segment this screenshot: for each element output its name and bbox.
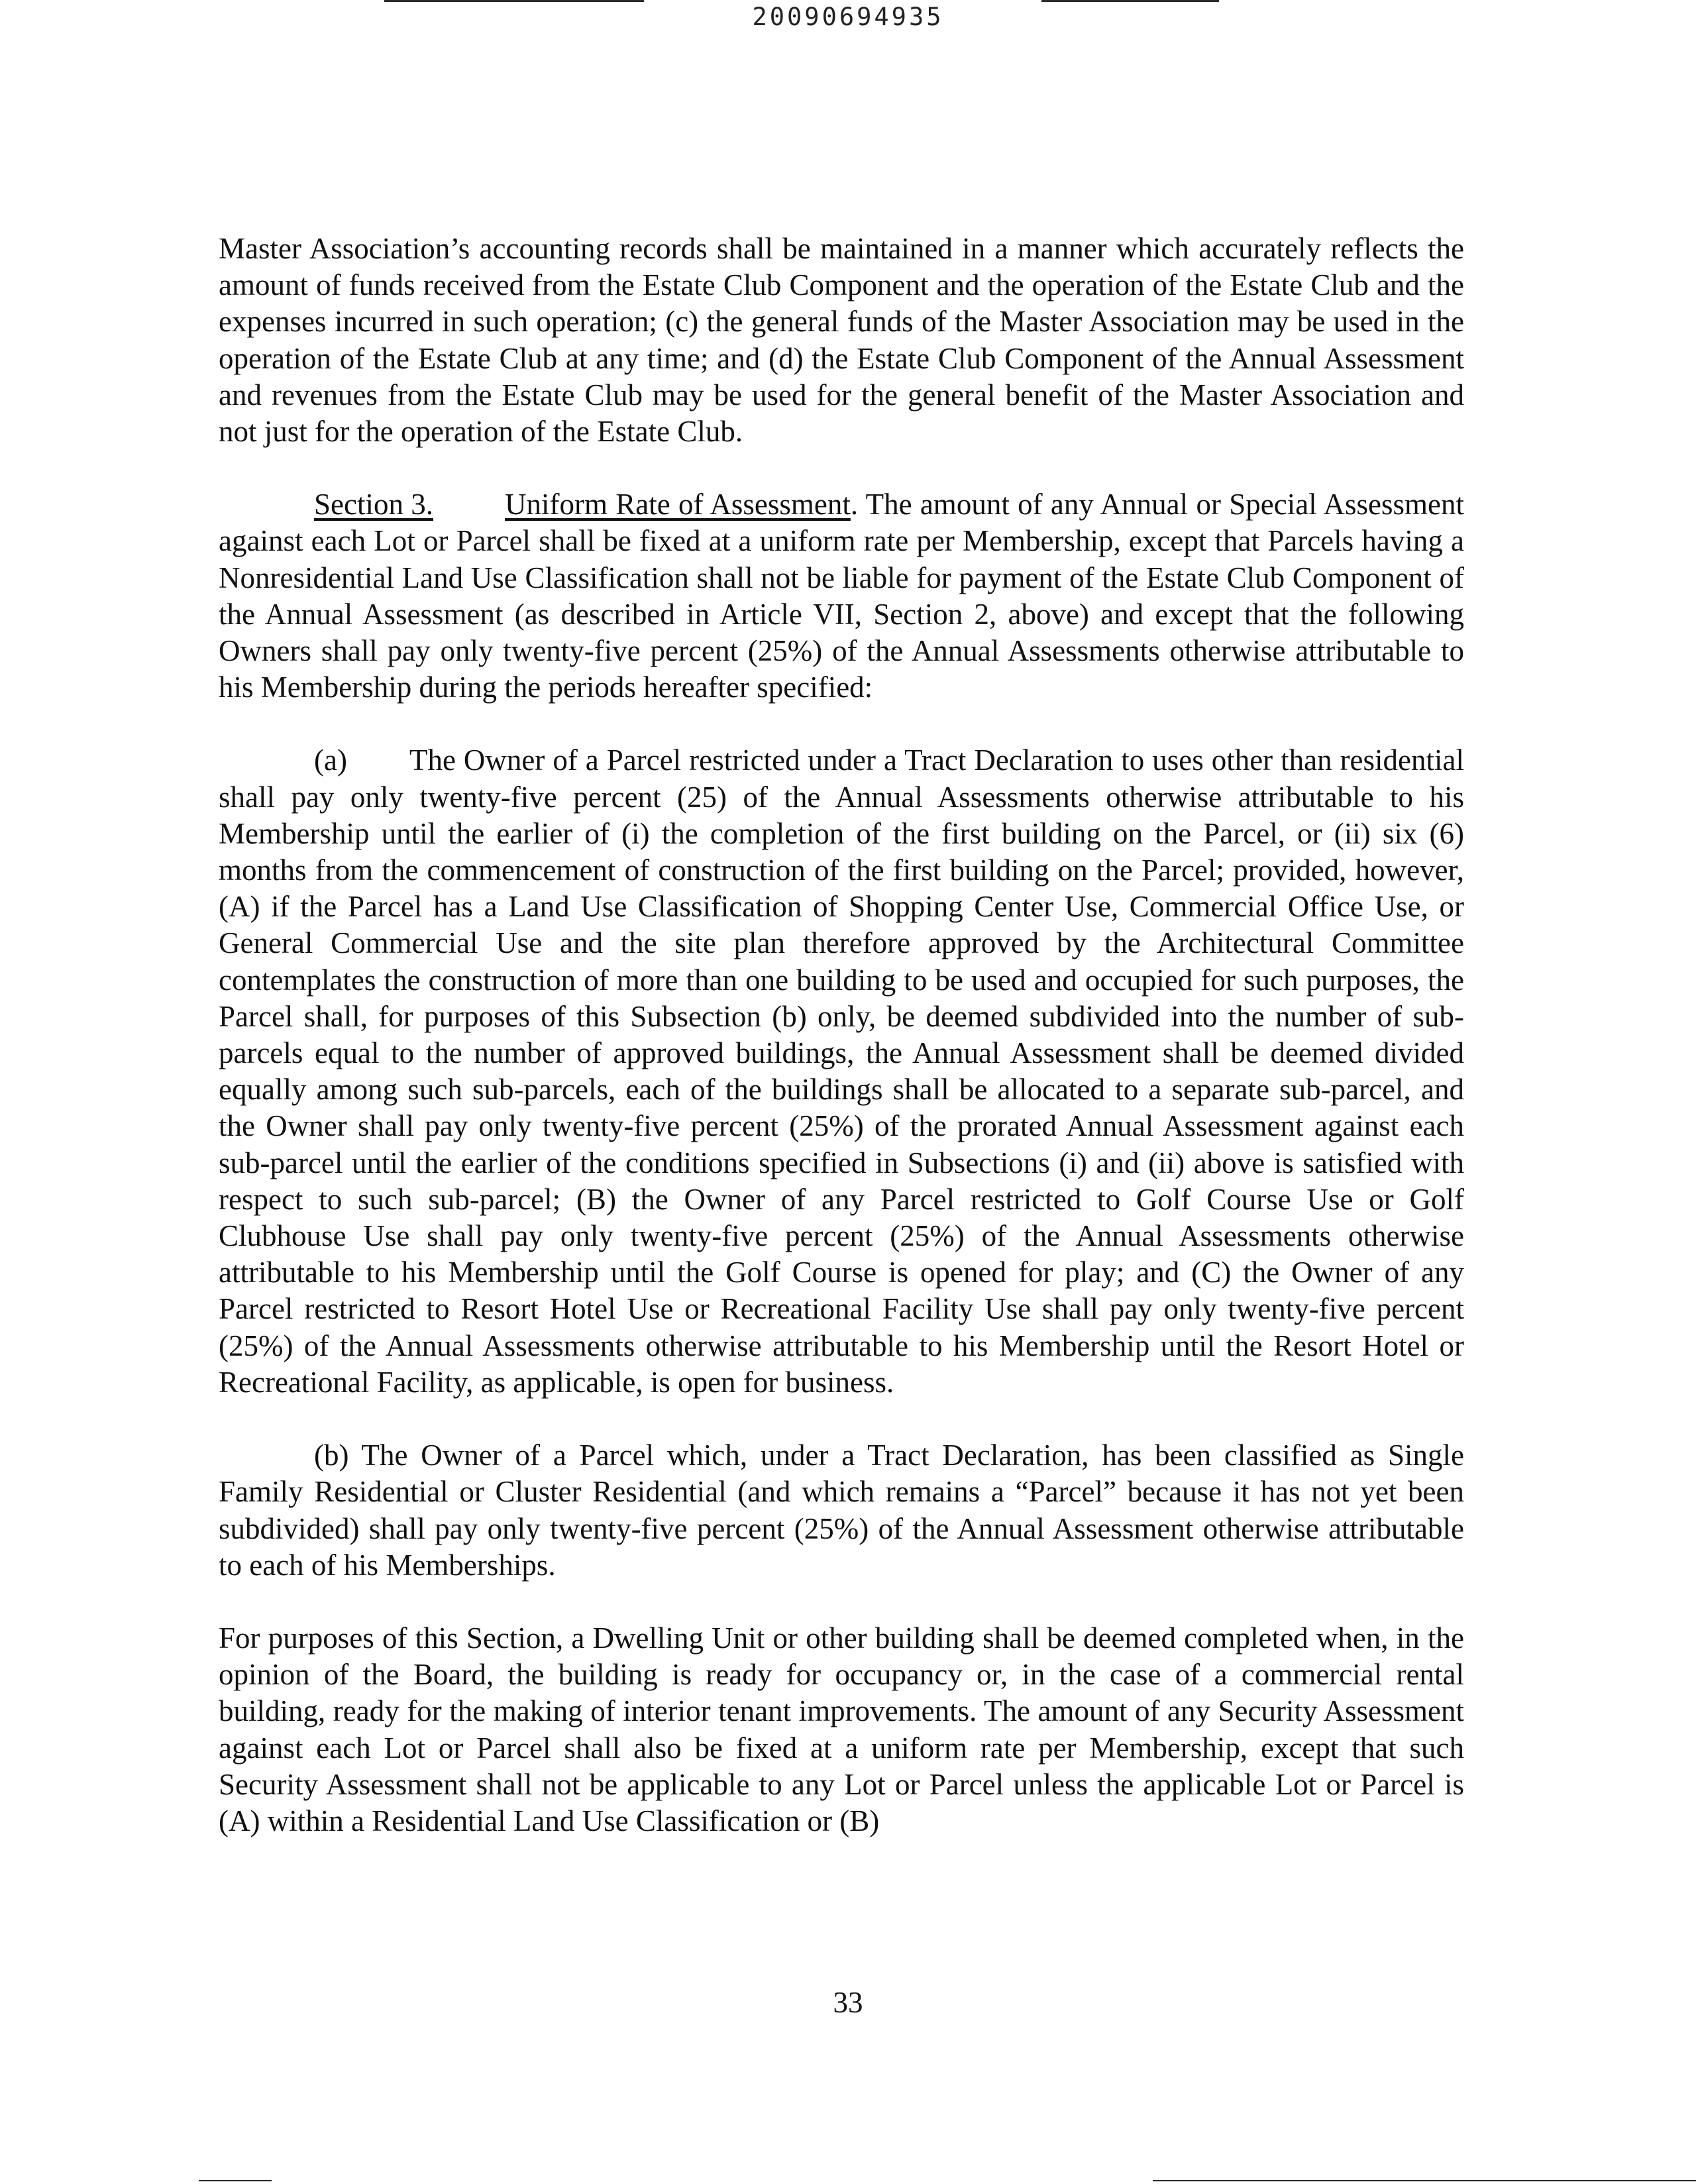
header-rule-right xyxy=(1041,0,1219,2)
document-body xyxy=(219,231,1464,1876)
subsection-a xyxy=(219,742,1464,1401)
section-number: Section 3. xyxy=(314,488,433,521)
paragraph-continuation: Master Association’s accounting records shall be maintained in a manner which accurately reflects the amount of funds received from the Estate Club Component and the operation of the Estate Club and the expenses incurred in such operation; (c) the general funds of the Master Association may be used in the operation of the Estate Club at any time; and (d) the Estate Club Component of the Annual Assessment and revenues from the Estate Club may be used for the general benefit of the Master Association and not just for the operation of the Estate Club. xyxy=(219,232,1464,449)
section-3-text: . The amount of any Annual or Special Assessment against each Lot or Parcel shall be fixed at a uniform rate per Membership, except that Parcels having a Nonresidential Land Use Classification shall not be liable for payment of the Estate Club Component of the Annual Assessment (as described in Article VII, Section 2, above) and except that the following Owners shall pay only twenty-five percent (25%) of the Annual Assessments otherwise attributable to his Membership during the periods hereafter specified: xyxy=(219,488,1465,704)
paragraph-final: For purposes of this Section, a Dwelling Unit or other building shall be deemed completed when, in the opinion of the Board, the building is ready for occupancy or, in the case of a commercial rental building, ready for the making of interior tenant improvements. The amount of any Security Assessment against each Lot or Parcel shall also be fixed at a uniform rate per Membership, except that such Security Assessment shall not be applicable to any Lot or Parcel unless the applicable Lot or Parcel is (A) within a Residential Land Use Classification or (B) xyxy=(219,1621,1464,1837)
header-rule-left xyxy=(384,0,644,2)
section-title: Uniform Rate of Assessment xyxy=(505,488,851,521)
subsection-a-text: The Owner of a Parcel restricted under a Tract Declaration to uses other than residential shall pay only twenty-five percent (25) of the Annual Assessments otherwise attributable to his Membership until the earlier of (i) the completion of the first building on the Parcel, or (ii) six (6) months from the commencement of construction of the first building on the Parcel; provided, however, (A) if the Parcel has a Land Use Classification of Shopping Center Use, Commercial Office Use, or General Commercial Use and the site plan therefore approved by the Architectural Committee contemplates the construction of more than one building to be used and occupied for such purposes, the Parcel shall, for purposes of this Subsection (b) only, be deemed subdivided into the number of sub-parcels equal to the number of approved buildings, the Annual Assessment shall be deemed divided equally among such sub-parcels, each of the buildings shall be allocated to a separate sub-parcel, and the Owner shall pay only twenty-five percent (25%) of the prorated Annual Assessment against each sub-parcel until the earlier of the conditions specified in Subsections (i) and (ii) above is satisfied with respect to such sub-parcel; (B) the Owner of any Parcel restricted to Golf Course Use or Golf Clubhouse Use shall pay only twenty-five percent (25%) of the Annual Assessments otherwise attributable to his Membership until the Golf Course is opened for play; and (C) the Owner of any Parcel restricted to Resort Hotel Use or Recreational Facility Use shall pay only twenty-five percent (25%) of the Annual Assessments otherwise attributable to his Membership until the Resort Hotel or Recreational Facility, as applicable, is open for business. xyxy=(219,743,1464,1399)
footer-rule-right xyxy=(1153,2180,1696,2181)
subsection-b-text: The Owner of a Parcel which, under a Tract Declaration, has been classified as Single Family Residential or Cluster Residential (and which remains a “Parcel” because it has not yet been subdivided) shall pay only twenty-five percent (25%) of the Annual Assessment otherwise attributable to each of his Memberships. xyxy=(219,1439,1465,1582)
subsection-b-label: (b) xyxy=(314,1439,349,1472)
page-number: 33 xyxy=(833,1986,863,2019)
document-number: 20090694935 xyxy=(752,3,944,31)
footer-rule-left xyxy=(199,2180,272,2181)
section-3-paragraph xyxy=(219,486,1464,706)
subsection-a-label: (a) xyxy=(314,743,347,777)
subsection-b xyxy=(219,1437,1464,1584)
